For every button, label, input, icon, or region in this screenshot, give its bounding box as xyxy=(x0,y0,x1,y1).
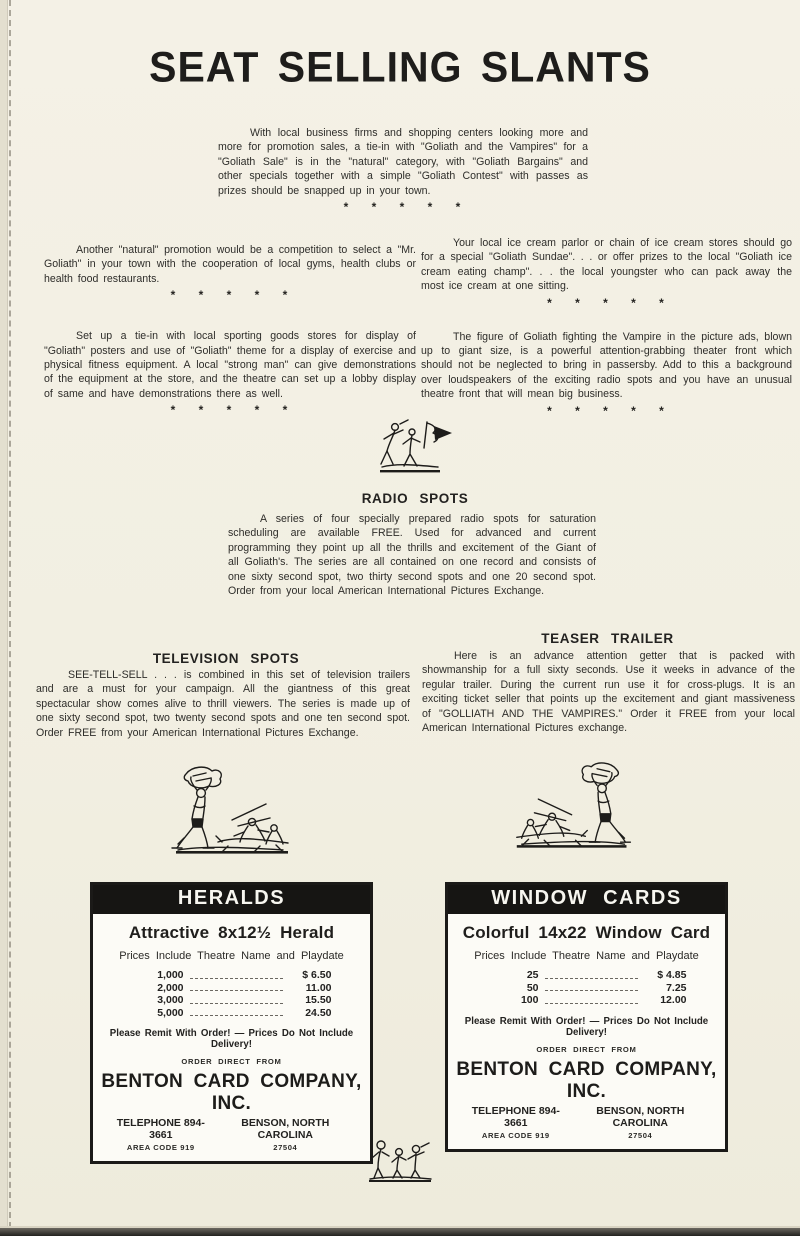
dotted-leader xyxy=(190,1003,283,1004)
left-paragraph-1: Another "natural" promotion would be a competition to select a "Mr. Goliath" in your town with the cooperation of local gyms, health clubs or health food restaurants. xyxy=(44,244,416,285)
goliath-swinging-club-illustration xyxy=(494,756,662,851)
quantity: 1,000 xyxy=(157,969,184,981)
window-cards-price-table xyxy=(487,969,687,1007)
price: $ 6.50 xyxy=(302,969,332,981)
page-title: SEAT SELLING SLANTS xyxy=(149,43,651,91)
radio-spots-heading: RADIO SPOTS xyxy=(361,491,469,506)
star-separator: * * * * * xyxy=(170,403,290,418)
television-spots-paragraph: SEE-TELL-SELL . . . is combined in this set of television trailers and are a must for your campaign. All the giantness of this great spectacular show comes alive to thrill viewers. The series is made up of one sixty second spot, two twenty second spots and one ten second spot. Order FREE from your American International Pictures Exchange. xyxy=(36,669,410,739)
remit-notice: Please Remit With Order! — Prices Do Not Include Delivery! xyxy=(109,1028,354,1050)
mr-goliath-promotion xyxy=(44,243,416,302)
teaser-trailer-heading: TEASER TRAILER xyxy=(541,631,674,646)
company-name: BENTON CARD COMPANY, INC. xyxy=(101,1071,362,1114)
radio-spots-paragraph: A series of four specially prepared radio spots for saturation scheduling are available FREE. Used for advanced and current programming they point up all the thrills and excitement of the Giant of all Goliath's. The series are all contained on one record and consists of one sixty second spot, two thirty second spots and one 20 second spot. Order from your local American International Pictures Exchange. xyxy=(228,513,596,598)
remit-notice: Please Remit With Order! — Prices Do Not Include Delivery! xyxy=(464,1015,709,1038)
ice-cream-promotion xyxy=(421,236,792,310)
dotted-leader xyxy=(190,1015,283,1016)
window-cards-subtitle: Prices Include Theatre Name and Playdate xyxy=(474,950,699,962)
zip-code: 27504 xyxy=(273,1143,298,1152)
right-paragraph-1: Your local ice cream parlor or chain of ice cream stores should go for a special "Goliath Sundae". . . or offer prizes to the local "Goliath ice cream eating champ". . . the local youngster who can pack away the most ice cream at one sitting. xyxy=(421,237,792,293)
price-row xyxy=(132,969,332,982)
page-bottom-edge xyxy=(0,1228,800,1236)
theater-front-promotion xyxy=(421,330,792,418)
page-binding-edge xyxy=(0,0,8,1236)
city-state: BENSON, NORTH CAROLINA xyxy=(241,1117,330,1141)
star-separator: * * * * * xyxy=(547,403,666,418)
price: 24.50 xyxy=(305,1006,332,1019)
area-code: AREA CODE 919 xyxy=(126,1143,195,1152)
dotted-leader xyxy=(545,978,638,979)
address-block xyxy=(570,1105,711,1140)
quantity: 50 xyxy=(526,981,539,994)
telephone-block xyxy=(462,1105,570,1140)
teaser-trailer-paragraph: Here is an advance attention getter that is packed with showmanship for a full sixty seconds. Use it weeks in advance of the regular trailer. During the current run use it for cross-plugs. It is an exciting ticket seller that points up the excitement and giant massiveness of "GOLLIATH AND THE VAMPIRES." Order it FREE from your local American International Pictures exchange. xyxy=(422,650,795,735)
price-row xyxy=(132,982,332,995)
quantity: 25 xyxy=(526,969,539,981)
telephone: TELEPHONE 894-3661 xyxy=(471,1104,560,1129)
zip-code: 27504 xyxy=(628,1130,653,1140)
address-block xyxy=(215,1117,356,1152)
star-separator: * * * * * xyxy=(343,200,463,215)
company-contact xyxy=(93,1115,370,1161)
order-direct-label: ORDER DIRECT FROM xyxy=(181,1057,282,1066)
dotted-leader xyxy=(190,990,283,991)
telephone-block xyxy=(107,1117,215,1152)
television-spots-heading: TELEVISION SPOTS xyxy=(152,651,300,666)
window-cards-header: WINDOW CARDS xyxy=(448,885,725,914)
price: 11.00 xyxy=(305,981,332,994)
sporting-goods-tie-in xyxy=(44,329,416,417)
area-code: AREA CODE 919 xyxy=(481,1130,550,1140)
right-column-top xyxy=(421,236,792,438)
company-contact xyxy=(448,1103,725,1149)
dotted-leader xyxy=(545,990,638,991)
price-row xyxy=(487,969,687,982)
window-cards-order-box xyxy=(445,882,728,1152)
quantity: 100 xyxy=(520,994,539,1006)
heralds-subtitle: Prices Include Theatre Name and Playdate xyxy=(119,950,344,962)
price: $ 4.85 xyxy=(657,969,687,981)
intro-section xyxy=(218,126,588,214)
heralds-price-table xyxy=(132,969,332,1019)
figure-group-vignette-illustration xyxy=(363,1137,439,1183)
heralds-title: Attractive 8x12½ Herald xyxy=(128,923,335,942)
goliath-lifting-rock-illustration xyxy=(148,760,303,857)
left-column-top xyxy=(44,243,416,437)
fighting-figures-illustration xyxy=(372,418,456,480)
city-state: BENSON, NORTH CAROLINA xyxy=(596,1104,685,1129)
window-cards-title: Colorful 14x22 Window Card xyxy=(462,923,711,942)
dotted-leader xyxy=(190,978,283,979)
telephone: TELEPHONE 894-3661 xyxy=(116,1117,205,1141)
price: 7.25 xyxy=(666,981,687,994)
quantity: 3,000 xyxy=(157,994,184,1006)
price-row xyxy=(487,982,687,995)
heralds-order-box xyxy=(90,882,373,1164)
right-paragraph-2: The figure of Goliath fighting the Vampire in the picture ads, blown up to giant size, is a powerful attention-grabbing theater front which should not be neglected to bring in passersby. Add to this a background over loudspeakers of the exciting radio spots and you have an unusual theatre front that will mean big business. xyxy=(421,330,792,401)
dotted-leader xyxy=(545,1003,638,1004)
price-row xyxy=(132,994,332,1007)
heralds-header: HERALDS xyxy=(93,885,370,914)
price-row xyxy=(132,1007,332,1020)
binding-stitch-line xyxy=(9,0,11,1228)
price: 12.00 xyxy=(660,994,687,1006)
price-row xyxy=(487,994,687,1007)
intro-paragraph: With local business firms and shopping centers looking more and more for promotion sales, a tie-in with "Goliath and the Vampires" for a "Goliath Sale" is in the "natural" category, with "Goliath Bargains" and other specials together with a simple "Goliath Contest" with passes as prizes should be snapped up in your town. xyxy=(218,127,588,197)
order-direct-label: ORDER DIRECT FROM xyxy=(536,1044,637,1054)
company-name: BENTON CARD COMPANY, INC. xyxy=(456,1058,717,1102)
price: 15.50 xyxy=(305,994,332,1006)
left-paragraph-2: Set up a tie-in with local sporting goods stores for display of "Goliath" posters and use of "Goliath" theme for a display of exercise and physical fitness equipment. A local "strong man" can give demonstrations of the equipment at the store, and the theatre can set up a lobby display of same and have demonstrations there as well. xyxy=(44,330,416,400)
quantity: 2,000 xyxy=(157,981,184,994)
quantity: 5,000 xyxy=(157,1006,184,1019)
star-separator: * * * * * xyxy=(170,288,290,303)
star-separator: * * * * * xyxy=(547,295,666,310)
